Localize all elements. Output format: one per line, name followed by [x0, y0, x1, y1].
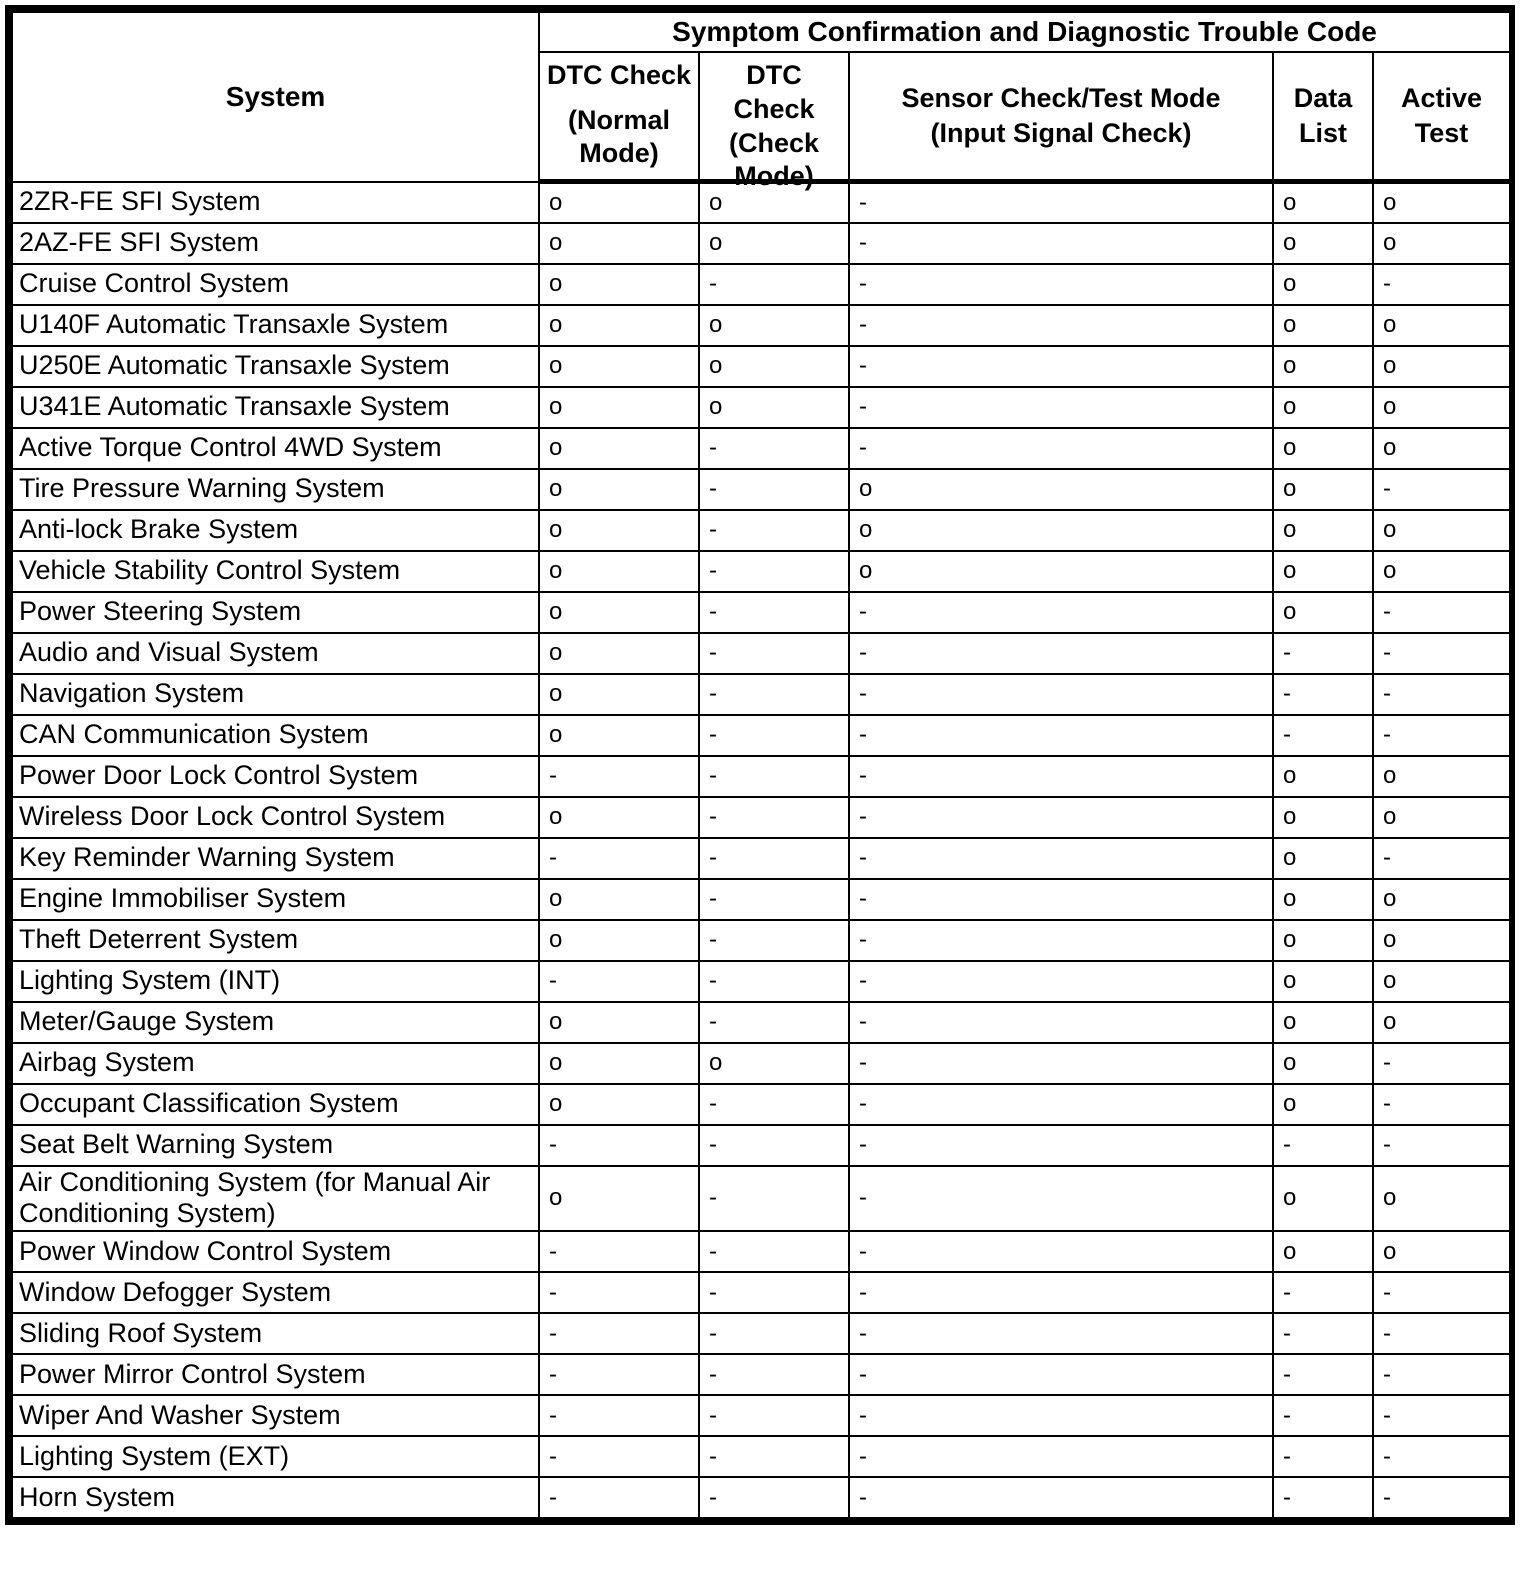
value-cell: o	[539, 1043, 699, 1084]
value-cell: o	[699, 1043, 849, 1084]
table-row	[12, 264, 1510, 305]
value-cell: o	[1373, 428, 1510, 469]
value-cell: -	[849, 633, 1273, 674]
value-cell: o	[1273, 838, 1373, 879]
value-cell: o	[1273, 879, 1373, 920]
value-cell: -	[699, 1477, 849, 1518]
value-cell: o	[849, 510, 1273, 551]
system-name-cell: Meter/Gauge System	[12, 1002, 539, 1043]
value-cell: -	[849, 920, 1273, 961]
table-row	[12, 1395, 1510, 1436]
value-cell: o	[699, 346, 849, 387]
table-row	[12, 1043, 1510, 1084]
value-cell: o	[1273, 264, 1373, 305]
table-row	[12, 674, 1510, 715]
value-cell: -	[1373, 633, 1510, 674]
value-cell: -	[699, 961, 849, 1002]
value-cell: -	[699, 920, 849, 961]
value-cell: o	[539, 592, 699, 633]
system-name-cell: Tire Pressure Warning System	[12, 469, 539, 510]
value-cell: -	[539, 1231, 699, 1272]
value-cell: -	[539, 1272, 699, 1313]
system-name-cell: Engine Immobiliser System	[12, 879, 539, 920]
system-name-cell: CAN Communication System	[12, 715, 539, 756]
system-name-cell: Occupant Classification System	[12, 1084, 539, 1125]
value-cell: o	[1273, 756, 1373, 797]
value-cell: -	[849, 961, 1273, 1002]
value-cell: -	[849, 1125, 1273, 1166]
value-cell: -	[539, 1477, 699, 1518]
value-cell: o	[539, 1002, 699, 1043]
system-name-cell: Theft Deterrent System	[12, 920, 539, 961]
value-cell: o	[539, 551, 699, 592]
table-row	[12, 1272, 1510, 1313]
system-name-cell: Anti-lock Brake System	[12, 510, 539, 551]
value-cell: o	[1373, 879, 1510, 920]
system-name-cell: Audio and Visual System	[12, 633, 539, 674]
value-cell: -	[1373, 1354, 1510, 1395]
value-cell: -	[699, 1272, 849, 1313]
value-cell: -	[539, 838, 699, 879]
value-cell: -	[849, 346, 1273, 387]
value-cell: o	[699, 223, 849, 264]
value-cell: -	[1373, 1313, 1510, 1354]
value-cell: o	[539, 182, 699, 223]
value-cell: -	[849, 1043, 1273, 1084]
value-cell: o	[1273, 797, 1373, 838]
system-name-cell: Power Mirror Control System	[12, 1354, 539, 1395]
value-cell: o	[539, 387, 699, 428]
system-name-cell: U140F Automatic Transaxle System	[12, 305, 539, 346]
table-row	[12, 756, 1510, 797]
system-name-cell: 2ZR-FE SFI System	[12, 182, 539, 223]
value-cell: -	[1273, 715, 1373, 756]
value-cell: -	[1273, 1313, 1373, 1354]
value-cell: -	[539, 1354, 699, 1395]
value-cell: -	[699, 1436, 849, 1477]
table-row	[12, 633, 1510, 674]
value-cell: o	[1273, 469, 1373, 510]
value-cell: -	[699, 879, 849, 920]
table-row	[12, 510, 1510, 551]
value-cell: o	[539, 797, 699, 838]
table-row	[12, 961, 1510, 1002]
value-cell: -	[539, 1395, 699, 1436]
value-cell: o	[1273, 961, 1373, 1002]
value-cell: -	[849, 879, 1273, 920]
system-name-cell: Air Conditioning System (for Manual Air Conditioning System)	[12, 1166, 539, 1232]
table-row	[12, 1231, 1510, 1272]
system-name-cell: Lighting System (EXT)	[12, 1436, 539, 1477]
value-cell: -	[1373, 1436, 1510, 1477]
column-title: DTC Check	[733, 60, 815, 124]
value-cell: o	[1273, 346, 1373, 387]
value-cell: -	[699, 1125, 849, 1166]
table-row	[12, 223, 1510, 264]
value-cell: o	[1273, 592, 1373, 633]
value-cell: o	[1273, 1166, 1373, 1232]
table-header	[12, 12, 1510, 192]
value-cell: -	[849, 715, 1273, 756]
value-cell: o	[1373, 756, 1510, 797]
value-cell: -	[849, 387, 1273, 428]
value-cell: -	[699, 1395, 849, 1436]
value-cell: -	[1373, 715, 1510, 756]
value-cell: o	[539, 223, 699, 264]
column-title: Active Test	[1401, 82, 1483, 148]
table-row	[12, 346, 1510, 387]
value-cell: o	[1373, 223, 1510, 264]
system-name-cell: Power Window Control System	[12, 1231, 539, 1272]
system-name-cell: Horn System	[12, 1477, 539, 1518]
value-cell: -	[699, 510, 849, 551]
value-cell: o	[1273, 510, 1373, 551]
header-row-group	[12, 12, 1510, 52]
value-cell: o	[539, 879, 699, 920]
value-cell: o	[699, 387, 849, 428]
value-cell: o	[539, 674, 699, 715]
value-cell: -	[849, 1313, 1273, 1354]
table-row	[12, 797, 1510, 838]
system-name-cell: Cruise Control System	[12, 264, 539, 305]
value-cell: -	[849, 223, 1273, 264]
value-cell: -	[699, 264, 849, 305]
table-row	[12, 387, 1510, 428]
value-cell: o	[1273, 428, 1373, 469]
value-cell: -	[1273, 1395, 1373, 1436]
table-row	[12, 1477, 1510, 1518]
value-cell: -	[849, 1231, 1273, 1272]
value-cell: -	[1273, 1272, 1373, 1313]
table-row	[12, 715, 1510, 756]
column-title: Sensor Check/Test Mode (Input Signal Check)	[901, 82, 1221, 148]
system-name-cell: U250E Automatic Transaxle System	[12, 346, 539, 387]
value-cell: -	[699, 469, 849, 510]
table-body	[12, 182, 1510, 1519]
value-cell: -	[849, 182, 1273, 223]
value-cell: -	[849, 1395, 1273, 1436]
value-cell: -	[699, 674, 849, 715]
table-row	[12, 469, 1510, 510]
value-cell: -	[539, 1313, 699, 1354]
value-cell: -	[849, 1166, 1273, 1232]
value-cell: -	[1373, 592, 1510, 633]
value-cell: o	[1273, 223, 1373, 264]
value-cell: o	[1273, 387, 1373, 428]
value-cell: -	[1373, 1043, 1510, 1084]
value-cell: -	[849, 1002, 1273, 1043]
value-cell: o	[539, 469, 699, 510]
system-name-cell: 2AZ-FE SFI System	[12, 223, 539, 264]
value-cell: -	[849, 797, 1273, 838]
value-cell: o	[1373, 305, 1510, 346]
value-cell: o	[1373, 1002, 1510, 1043]
table-row	[12, 305, 1510, 346]
value-cell: o	[1273, 305, 1373, 346]
value-cell: o	[1273, 1043, 1373, 1084]
value-cell: -	[1373, 469, 1510, 510]
value-cell: o	[539, 920, 699, 961]
value-cell: o	[1373, 961, 1510, 1002]
value-cell: -	[699, 592, 849, 633]
value-cell: o	[1273, 182, 1373, 223]
table-row	[12, 1166, 1510, 1232]
column-header-dtc-check-check	[699, 52, 849, 192]
value-cell: o	[1273, 1002, 1373, 1043]
value-cell: -	[1373, 1395, 1510, 1436]
value-cell: -	[699, 797, 849, 838]
value-cell: -	[539, 961, 699, 1002]
value-cell: -	[849, 1272, 1273, 1313]
table-row	[12, 838, 1510, 879]
value-cell: o	[539, 633, 699, 674]
value-cell: o	[1273, 551, 1373, 592]
value-cell: -	[699, 428, 849, 469]
value-cell: -	[1373, 674, 1510, 715]
diagnostic-table	[11, 11, 1511, 1519]
value-cell: o	[1373, 920, 1510, 961]
value-cell: -	[1273, 1436, 1373, 1477]
table-row	[12, 920, 1510, 961]
system-name-cell: Lighting System (INT)	[12, 961, 539, 1002]
value-cell: -	[849, 1436, 1273, 1477]
value-cell: -	[1273, 1354, 1373, 1395]
value-cell: -	[849, 838, 1273, 879]
value-cell: o	[849, 551, 1273, 592]
column-title: DTC Check	[546, 60, 692, 90]
system-name-cell: Window Defogger System	[12, 1272, 539, 1313]
value-cell: o	[539, 264, 699, 305]
value-cell: o	[1373, 1166, 1510, 1232]
table-row	[12, 1125, 1510, 1166]
table-row	[12, 1313, 1510, 1354]
column-header-system: System	[12, 12, 539, 182]
value-cell: o	[539, 510, 699, 551]
table-row	[12, 428, 1510, 469]
value-cell: -	[849, 756, 1273, 797]
column-subtitle: (Normal Mode)	[567, 104, 670, 169]
system-name-cell: Seat Belt Warning System	[12, 1125, 539, 1166]
value-cell: -	[699, 1166, 849, 1232]
table-row	[12, 1354, 1510, 1395]
value-cell: -	[699, 1002, 849, 1043]
value-cell: o	[849, 469, 1273, 510]
value-cell: -	[1273, 1477, 1373, 1518]
system-name-cell: Vehicle Stability Control System	[12, 551, 539, 592]
value-cell: -	[699, 715, 849, 756]
value-cell: o	[539, 1084, 699, 1125]
value-cell: -	[1373, 1477, 1510, 1518]
system-name-cell: Wiper And Washer System	[12, 1395, 539, 1436]
value-cell: -	[849, 674, 1273, 715]
value-cell: -	[539, 1125, 699, 1166]
value-cell: o	[539, 428, 699, 469]
group-header-symptom-confirmation: Symptom Confirmation and Diagnostic Trouble Code	[539, 12, 1510, 52]
value-cell: -	[699, 838, 849, 879]
value-cell: o	[539, 1166, 699, 1232]
column-subtitle: (Check Mode)	[728, 127, 820, 192]
value-cell: -	[849, 1354, 1273, 1395]
system-name-cell: Wireless Door Lock Control System	[12, 797, 539, 838]
value-cell: -	[849, 1084, 1273, 1125]
value-cell: -	[699, 551, 849, 592]
system-name-cell: U341E Automatic Transaxle System	[12, 387, 539, 428]
value-cell: -	[699, 1084, 849, 1125]
system-name-cell: Power Steering System	[12, 592, 539, 633]
column-header-dtc-check-normal	[539, 52, 699, 182]
value-cell: -	[1273, 633, 1373, 674]
value-cell: o	[1373, 387, 1510, 428]
value-cell: o	[1373, 797, 1510, 838]
system-name-cell: Power Door Lock Control System	[12, 756, 539, 797]
value-cell: -	[849, 264, 1273, 305]
document-page	[0, 5, 1520, 1573]
value-cell: o	[699, 305, 849, 346]
system-name-cell: Navigation System	[12, 674, 539, 715]
value-cell: -	[539, 1436, 699, 1477]
value-cell: o	[1373, 1231, 1510, 1272]
value-cell: -	[849, 305, 1273, 346]
dtc-check-header-content	[700, 53, 848, 192]
value-cell: -	[539, 756, 699, 797]
system-name-cell: Sliding Roof System	[12, 1313, 539, 1354]
value-cell: o	[1373, 551, 1510, 592]
value-cell: -	[1373, 838, 1510, 879]
value-cell: o	[1273, 1231, 1373, 1272]
table-row	[12, 1084, 1510, 1125]
value-cell: o	[699, 182, 849, 223]
value-cell: o	[1373, 346, 1510, 387]
value-cell: -	[699, 633, 849, 674]
value-cell: -	[1373, 1125, 1510, 1166]
table-row	[12, 592, 1510, 633]
value-cell: -	[699, 756, 849, 797]
value-cell: -	[1373, 1084, 1510, 1125]
value-cell: o	[1273, 1084, 1373, 1125]
system-name-cell: Airbag System	[12, 1043, 539, 1084]
value-cell: o	[1273, 920, 1373, 961]
value-cell: -	[699, 1313, 849, 1354]
column-header-sensor-check	[849, 52, 1273, 182]
column-header-active-test	[1373, 52, 1510, 182]
value-cell: o	[539, 715, 699, 756]
value-cell: o	[539, 346, 699, 387]
table-row	[12, 551, 1510, 592]
value-cell: o	[1373, 182, 1510, 223]
system-name-cell: Active Torque Control 4WD System	[12, 428, 539, 469]
table-row	[12, 1436, 1510, 1477]
column-header-data-list	[1273, 52, 1373, 182]
column-title: Data List	[1293, 82, 1353, 148]
value-cell: o	[539, 305, 699, 346]
value-cell: -	[1273, 1125, 1373, 1166]
value-cell: -	[849, 1477, 1273, 1518]
value-cell: -	[699, 1354, 849, 1395]
value-cell: -	[1273, 674, 1373, 715]
diagnostic-table-container	[5, 5, 1515, 1525]
table-row	[12, 879, 1510, 920]
table-row	[12, 1002, 1510, 1043]
value-cell: -	[849, 428, 1273, 469]
value-cell: -	[1373, 264, 1510, 305]
value-cell: -	[699, 1231, 849, 1272]
value-cell: -	[849, 592, 1273, 633]
value-cell: -	[1373, 1272, 1510, 1313]
value-cell: o	[1373, 510, 1510, 551]
dtc-normal-header-content	[540, 53, 698, 179]
system-name-cell: Key Reminder Warning System	[12, 838, 539, 879]
